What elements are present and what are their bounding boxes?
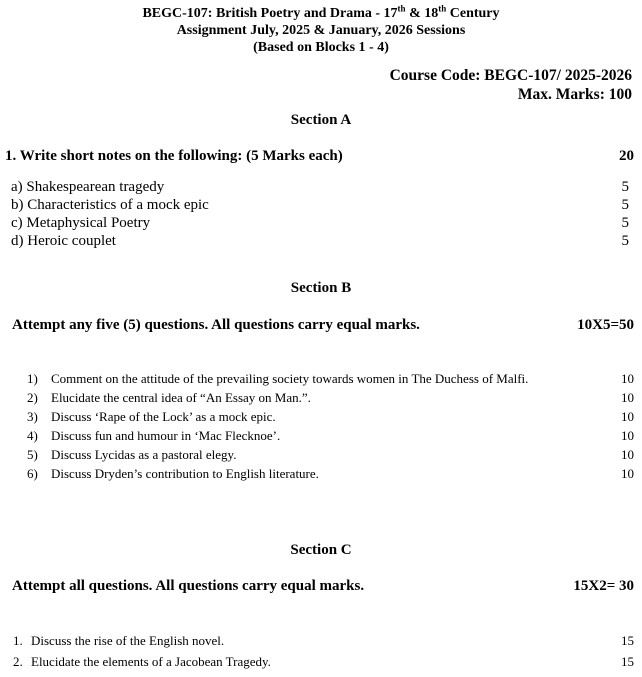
section-a-item-c: c) Metaphysical Poetry xyxy=(11,215,151,231)
section-c-title: Section C xyxy=(290,542,352,558)
section-a-item-a: a) Shakespearean tragedy xyxy=(11,179,165,195)
section-c-q2-num: 2. xyxy=(13,654,23,669)
section-a-question-marks: 20 xyxy=(619,148,634,164)
section-a-item-c-marks: 5 xyxy=(621,215,629,231)
section-c-instruction: Attempt all questions. All questions carry equal marks. xyxy=(12,578,365,594)
section-b-q2-marks: 10 xyxy=(621,390,634,405)
section-b-q6-marks: 10 xyxy=(621,466,634,481)
section-b-q5-num: 5) xyxy=(27,447,38,462)
section-a-title: Section A xyxy=(290,112,352,128)
section-b-q2-text: Elucidate the central idea of “An Essay on Man.”. xyxy=(51,390,311,405)
section-c-q2-marks: 15 xyxy=(621,654,634,669)
section-b-instruction-marks: 10X5=50 xyxy=(577,317,634,333)
assignment-blocks: (Based on Blocks 1 - 4) xyxy=(253,40,389,55)
section-c-q1-marks: 15 xyxy=(621,633,634,648)
section-b-q4-marks: 10 xyxy=(621,428,634,443)
section-b-q5-text: Discuss Lycidas as a pastoral elegy. xyxy=(51,447,237,462)
section-b-title: Section B xyxy=(290,280,352,296)
section-c-q1-num: 1. xyxy=(13,633,23,648)
max-marks: Max. Marks: 100 xyxy=(517,86,632,103)
section-b-q3-text: Discuss ‘Rape of the Lock’ as a mock epic. xyxy=(51,409,276,424)
section-a-item-a-marks: 5 xyxy=(621,179,629,195)
section-c-instruction-marks: 15X2= 30 xyxy=(573,578,634,594)
section-a-question: 1. Write short notes on the following: (5 Marks each) xyxy=(5,148,343,164)
title-sup-1: th xyxy=(397,3,406,14)
assignment-title xyxy=(0,5,642,22)
section-b-q6-num: 6) xyxy=(27,466,38,481)
section-c-q2-text: Elucidate the elements of a Jacobean Tragedy. xyxy=(31,654,271,669)
assignment-sessions: Assignment July, 2025 & January, 2026 Sessions xyxy=(176,23,466,38)
section-b-q6-text: Discuss Dryden’s contribution to English literature. xyxy=(51,466,319,481)
section-a-item-d-marks: 5 xyxy=(621,233,629,249)
section-a-item-b-marks: 5 xyxy=(621,197,629,213)
title-part-3: Century xyxy=(446,6,500,21)
title-part-1: BEGC-107: British Poetry and Drama - 17 xyxy=(142,6,398,21)
section-c-q1-text: Discuss the rise of the English novel. xyxy=(31,633,225,648)
section-b-q5-marks: 10 xyxy=(621,447,634,462)
section-b-q3-num: 3) xyxy=(27,409,38,424)
section-a-item-b: b) Characteristics of a mock epic xyxy=(11,197,209,213)
title-sup-2: th xyxy=(438,3,447,14)
section-b-q2-num: 2) xyxy=(27,390,38,405)
section-a-item-d: d) Heroic couplet xyxy=(11,233,116,249)
section-b-q1-marks: 10 xyxy=(621,371,634,386)
section-b-q4-num: 4) xyxy=(27,428,38,443)
section-b-q1-text: Comment on the attitude of the prevailing society towards women in The Duchess of Malfi. xyxy=(51,371,529,386)
title-part-2: & 18 xyxy=(405,6,439,21)
section-b-instruction: Attempt any five (5) questions. All questions carry equal marks. xyxy=(12,317,420,333)
course-code: Course Code: BEGC-107/ 2025-2026 xyxy=(389,67,632,84)
section-b-q3-marks: 10 xyxy=(621,409,634,424)
section-b-q1-num: 1) xyxy=(27,371,38,386)
section-b-q4-text: Discuss fun and humour in ‘Mac Flecknoe’. xyxy=(51,428,281,443)
